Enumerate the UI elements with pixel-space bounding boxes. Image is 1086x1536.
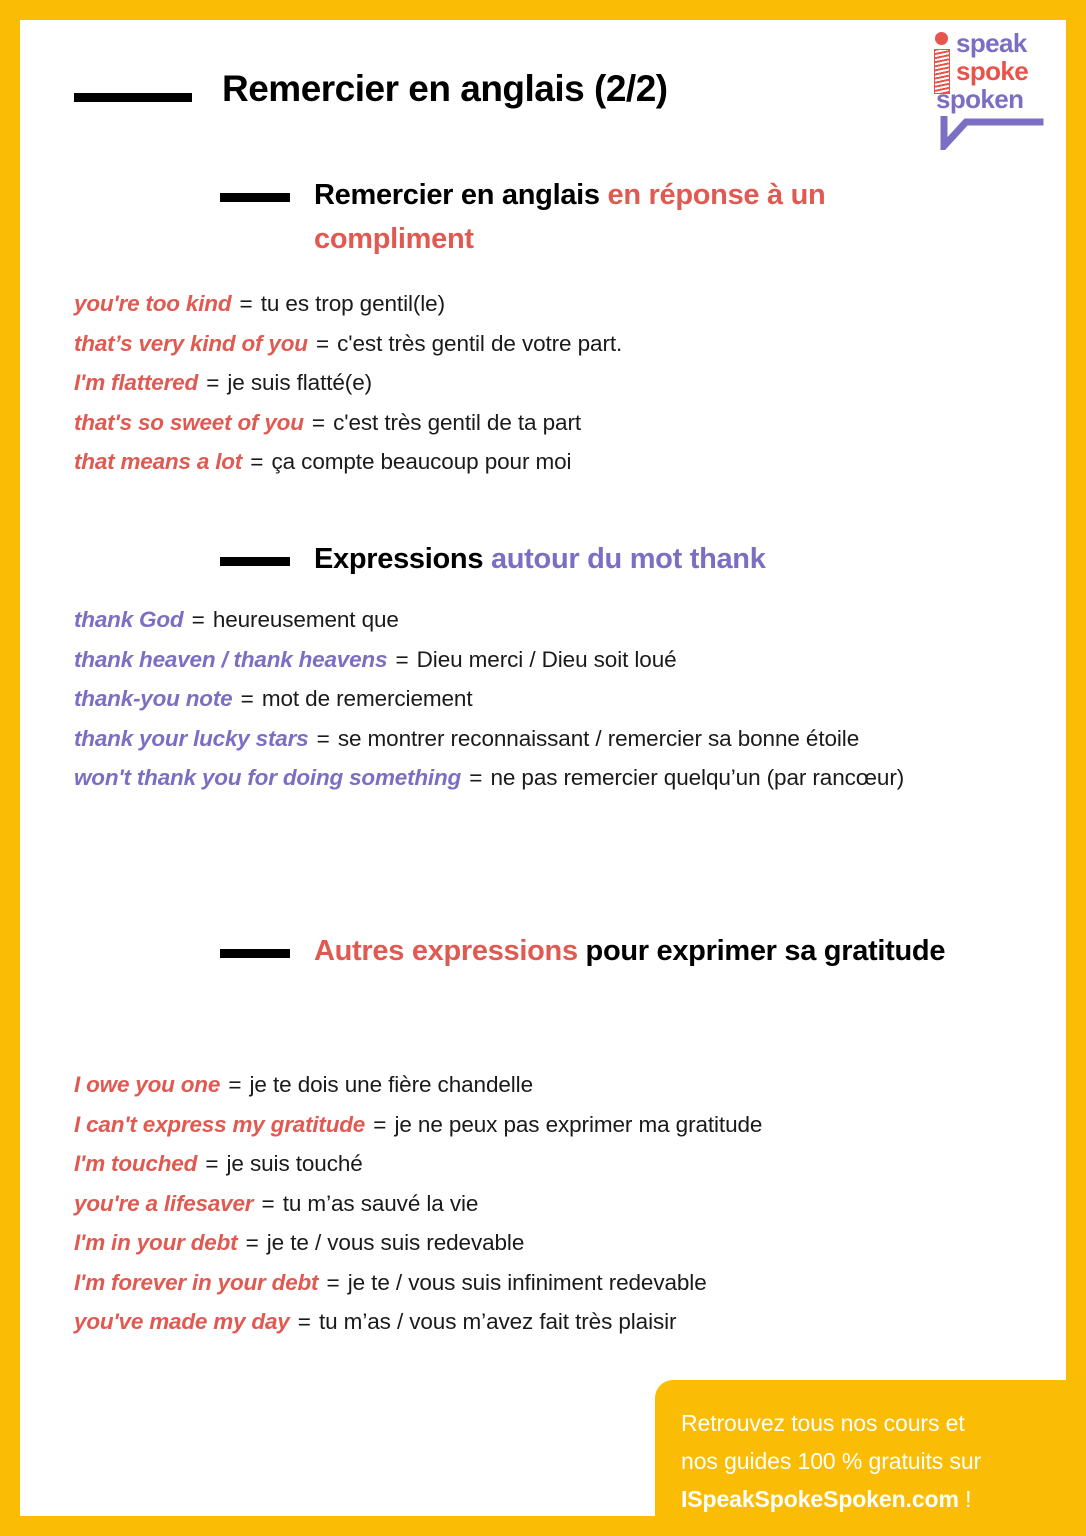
list-item [74, 442, 974, 482]
entry-french: je suis touché [226, 1151, 363, 1176]
section-heading-1-text [314, 174, 920, 261]
list-item [74, 719, 974, 759]
equals-sign: = [240, 686, 254, 711]
page-title: Remercier en anglais (2/2) [222, 68, 668, 109]
section-heading-1-part-1: en réponse à un compliment [314, 179, 826, 255]
entry-french: je te / vous suis redevable [266, 1230, 525, 1255]
list-item [74, 1065, 954, 1105]
entry-english: I can't express my gratitude [74, 1111, 366, 1137]
entry-english: won't thank you for doing something [74, 765, 462, 790]
logo-word-spoke: spoke [956, 56, 1029, 86]
equals-sign: = [297, 1309, 311, 1334]
entry-english: thank your lucky stars [74, 725, 309, 751]
section-heading-1 [220, 174, 920, 261]
equals-sign: = [316, 725, 330, 751]
list-item [74, 324, 974, 364]
footer-website-link[interactable]: ISpeakSpokeSpoken.com [681, 1486, 959, 1512]
entry-french: heureusement que [212, 607, 399, 632]
equals-sign: = [206, 370, 220, 395]
entry-list-3 [74, 1065, 954, 1342]
equals-sign: = [239, 291, 253, 316]
logo-i-dot-icon [935, 32, 948, 45]
entry-french: je ne peux pas exprimer ma gratitude [394, 1111, 763, 1137]
brand-logo[interactable] [930, 28, 1050, 153]
section-heading-3 [220, 930, 960, 974]
entry-french: tu m’as / vous m’avez fait très plaisir [318, 1309, 677, 1334]
equals-sign: = [245, 1230, 259, 1255]
logo-word-speak: speak [956, 28, 1027, 58]
section-rule-icon [220, 557, 290, 566]
equals-sign: = [315, 330, 329, 356]
entry-french: c'est très gentil de ta part [333, 409, 581, 435]
entry-french: ça compte beaucoup pour moi [271, 449, 572, 474]
footer-line-2: nos guides 100 % gratuits sur [681, 1448, 982, 1474]
section-heading-2-part-1: autour du mot thank [490, 543, 766, 575]
equals-sign: = [191, 607, 205, 632]
entry-french: je te / vous suis infiniment redevable [347, 1269, 707, 1295]
equals-sign: = [228, 1072, 242, 1097]
list-item [74, 1184, 954, 1224]
list-item [74, 640, 974, 680]
entry-english: I'm in your debt [74, 1230, 238, 1255]
entry-english: I'm touched [74, 1151, 198, 1176]
entry-english: thank God [74, 607, 184, 632]
entry-french: je te dois une fière chandelle [249, 1072, 533, 1097]
equals-sign: = [469, 765, 483, 790]
footer-line-3 [681, 1480, 1040, 1516]
entry-french: tu es trop gentil(le) [260, 291, 445, 316]
entry-english: thank heaven / thank heavens [74, 646, 388, 672]
section-heading-2 [220, 538, 940, 582]
equals-sign: = [311, 409, 325, 435]
entry-english: I'm forever in your debt [74, 1269, 319, 1295]
equals-sign: = [250, 449, 264, 474]
entry-english: that means a lot [74, 449, 243, 474]
equals-sign: = [395, 646, 409, 672]
entry-english: you've made my day [74, 1309, 290, 1334]
poster-canvas [20, 20, 1066, 1516]
entry-english: that’s very kind of you [74, 330, 308, 356]
equals-sign: = [326, 1269, 340, 1295]
list-item [74, 363, 974, 403]
section-heading-3-text [314, 930, 945, 974]
footer-exclamation: ! [965, 1486, 972, 1512]
equals-sign: = [373, 1111, 387, 1137]
entry-french: mot de remerciement [261, 686, 473, 711]
equals-sign: = [261, 1190, 275, 1216]
list-item [74, 1302, 954, 1342]
entry-list-2 [74, 600, 974, 798]
list-item [74, 679, 974, 719]
entry-list-1 [74, 284, 974, 482]
entry-english: I'm flattered [74, 370, 199, 395]
section-heading-3-part-0: Autres expressions [314, 935, 586, 967]
entry-english: you're too kind [74, 291, 232, 316]
section-rule-icon [220, 949, 290, 958]
section-heading-2-text [314, 538, 766, 582]
logo-swoosh-icon [940, 116, 1048, 150]
section-heading-2-part-0: Expressions [314, 543, 491, 575]
equals-sign: = [205, 1151, 219, 1176]
footer-cta-box[interactable] [655, 1380, 1066, 1516]
entry-english: thank-you note [74, 686, 233, 711]
entry-french: Dieu merci / Dieu soit loué [416, 646, 677, 672]
list-item [74, 284, 974, 324]
list-item [74, 600, 974, 640]
list-item [74, 1223, 954, 1263]
entry-english: you're a lifesaver [74, 1190, 254, 1216]
list-item [74, 758, 974, 798]
page-title-row [74, 68, 934, 111]
entry-french: c'est très gentil de votre part. [337, 330, 623, 356]
entry-french: je suis flatté(e) [227, 370, 372, 395]
entry-french: se montrer reconnaissant / remercier sa bonne étoile [337, 725, 860, 751]
entry-english: that's so sweet of you [74, 409, 304, 435]
list-item [74, 1144, 954, 1184]
entry-english: I owe you one [74, 1072, 221, 1097]
section-heading-3-part-1: pour exprimer sa gratitude [585, 935, 946, 967]
entry-french: ne pas remercier quelqu’un (par rancœur) [490, 765, 905, 790]
footer-line-1: Retrouvez tous nos cours et [681, 1410, 965, 1436]
title-rule-icon [74, 93, 192, 102]
section-heading-1-part-0: Remercier en anglais [314, 179, 608, 211]
logo-word-spoken: spoken [936, 84, 1024, 114]
entry-french: tu m’as sauvé la vie [282, 1190, 479, 1216]
section-rule-icon [220, 193, 290, 202]
list-item [74, 1105, 954, 1145]
list-item [74, 1263, 954, 1303]
list-item [74, 403, 974, 443]
